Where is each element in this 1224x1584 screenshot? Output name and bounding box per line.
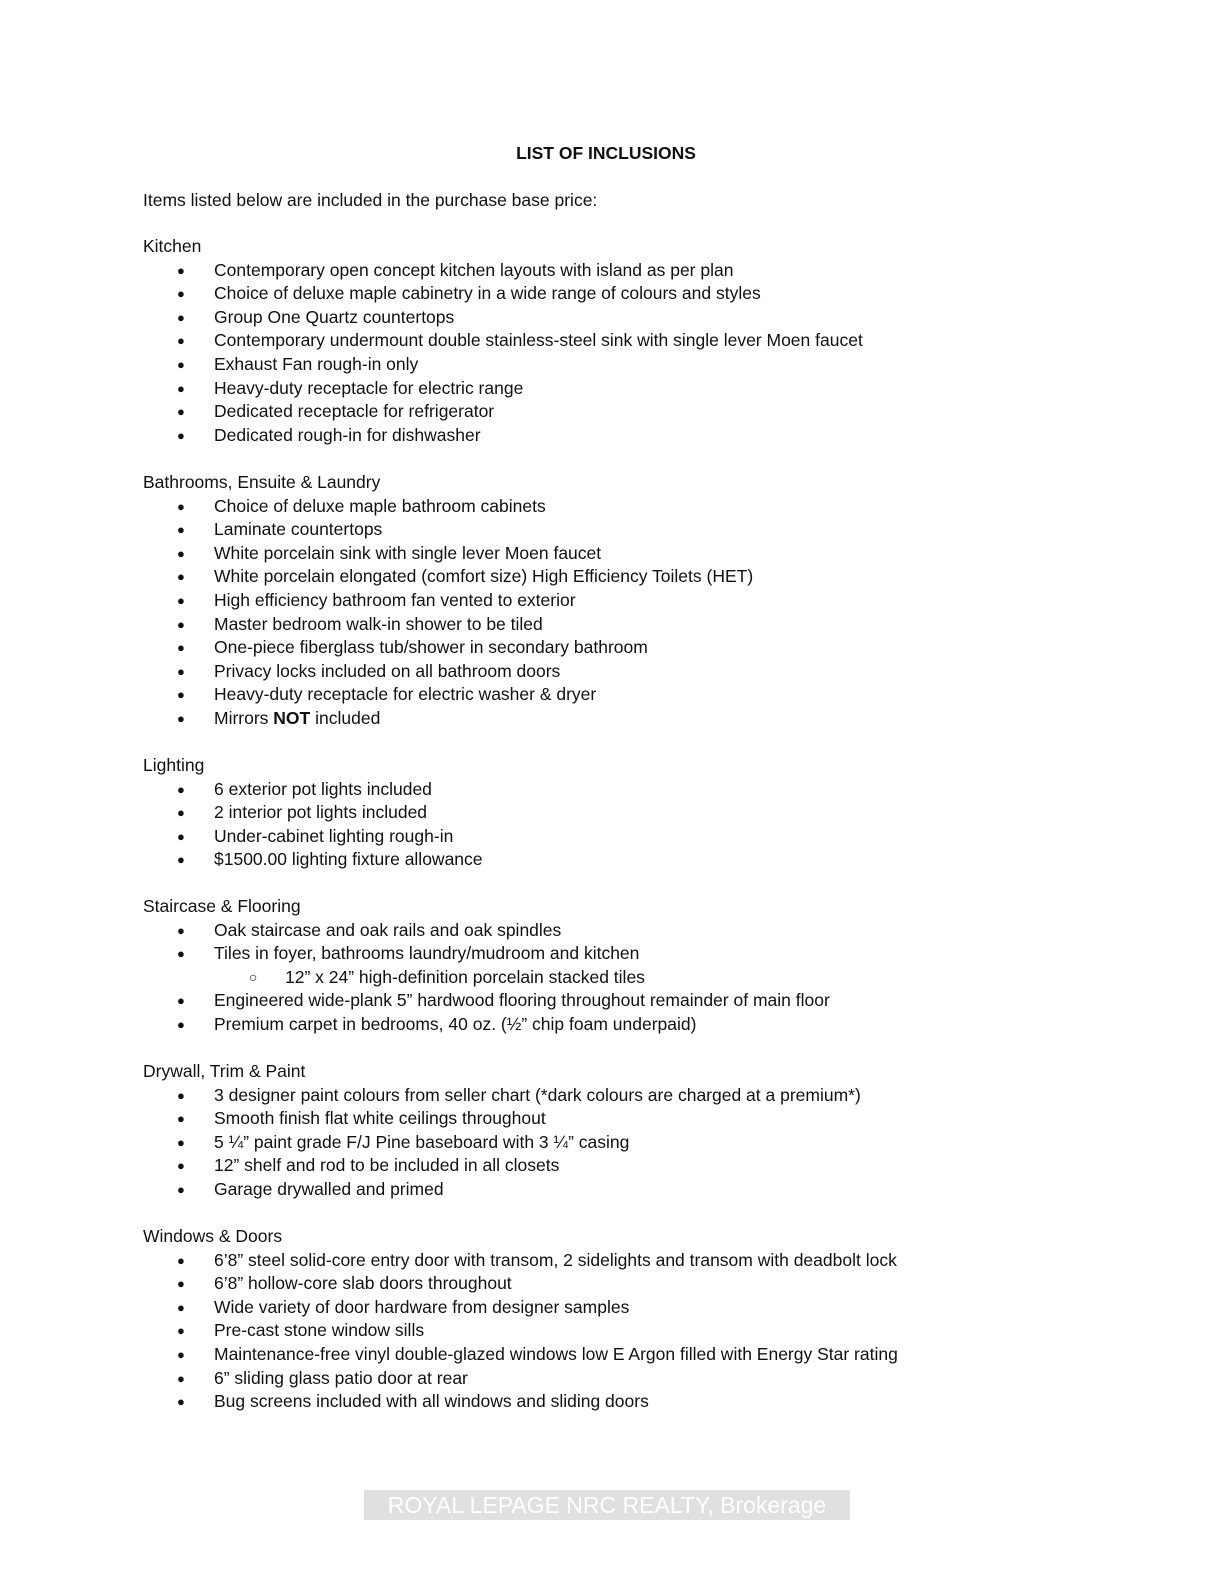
list-item: ● Choice of deluxe maple bathroom cabinets [143, 495, 1143, 519]
list-item: ● White porcelain sink with single lever Moen faucet [143, 542, 1143, 566]
section-heading: Staircase & Flooring [143, 896, 301, 916]
list-item: ● Heavy-duty receptacle for electric range [143, 377, 1143, 401]
list-item: ● Laminate countertops [143, 518, 1143, 542]
bullet-icon: ● [177, 687, 185, 703]
bullet-icon: ● [177, 946, 185, 962]
bullet-icon: ● [177, 828, 185, 844]
bullet-icon: ● [177, 1134, 185, 1150]
bullet-icon: ● [177, 1394, 185, 1410]
bullet-icon: ● [177, 569, 185, 585]
bullet-icon: ● [177, 356, 185, 372]
section-kitchen [143, 235, 1143, 447]
section-heading: Bathrooms, Ensuite & Laundry [143, 472, 381, 492]
bullet-icon: ● [177, 993, 185, 1009]
bullet-icon: ● [177, 333, 185, 349]
bullet-icon: ● [177, 781, 185, 797]
bullet-icon: ● [177, 616, 185, 632]
bullet-icon: ● [177, 262, 185, 278]
section-bathrooms [143, 471, 1143, 731]
bullet-icon: ● [177, 380, 185, 396]
list-item: ● Oak staircase and oak rails and oak spindles [143, 919, 1143, 943]
list-item: ● Under-cabinet lighting rough-in [143, 825, 1143, 849]
list-item: ● Dedicated rough-in for dishwasher [143, 424, 1143, 448]
bullet-icon: ● [177, 286, 185, 302]
list-item: ● $1500.00 lighting fixture allowance [143, 848, 1143, 872]
bullet-icon: ● [177, 1087, 185, 1103]
section-lighting [143, 754, 1143, 872]
section-windows-doors [143, 1225, 1143, 1414]
bullet-icon: ● [177, 805, 185, 821]
section-heading: Windows & Doors [143, 1226, 283, 1246]
list-item-mirrors: ● Mirrors NOT included [143, 707, 1143, 731]
list-item: ● 6” sliding glass patio door at rear [143, 1367, 1143, 1391]
bullet-icon: ● [177, 1299, 185, 1315]
list-item: ● Pre-cast stone window sills [143, 1319, 1143, 1343]
section-heading: Kitchen [143, 236, 202, 256]
list-item: ● High efficiency bathroom fan vented to exterior [143, 589, 1143, 613]
list-item: ● 12” shelf and rod to be included in all closets [143, 1154, 1143, 1178]
list-item: ● Wide variety of door hardware from designer samples [143, 1296, 1143, 1320]
bullet-icon: ● [177, 1016, 185, 1032]
list-item: ● 5 ¼” paint grade F/J Pine baseboard with 3 ¼” casing [143, 1131, 1143, 1155]
bullet-icon: ● [177, 427, 185, 443]
bullet-icon: ● [177, 1370, 185, 1386]
bullet-icon: ● [177, 1276, 185, 1292]
bullet-icon: ● [177, 640, 185, 656]
list-item: ● Bug screens included with all windows and sliding doors [143, 1390, 1143, 1414]
section-drywall-trim-paint [143, 1060, 1143, 1202]
intro-text: Items listed below are included in the purchase base price: [143, 190, 598, 210]
list-item: ● 6 exterior pot lights included [143, 778, 1143, 802]
list-item: ● Exhaust Fan rough-in only [143, 353, 1143, 377]
list-item: ● Smooth finish flat white ceilings throughout [143, 1107, 1143, 1131]
bullet-icon: ● [177, 1158, 185, 1174]
list-item: ● Maintenance-free vinyl double-glazed windows low E Argon filled with Energy Star rating [143, 1343, 1143, 1367]
section-heading: Lighting [143, 755, 205, 775]
bullet-icon: ● [177, 309, 185, 325]
list-item: ● Contemporary open concept kitchen layouts with island as per plan [143, 259, 1143, 283]
list-item: ● White porcelain elongated (comfort size) High Efficiency Toilets (HET) [143, 565, 1143, 589]
bullet-icon: ● [177, 1111, 185, 1127]
list-item: ● 3 designer paint colours from seller chart (*dark colours are charged at a premium*) [143, 1084, 1143, 1108]
bullet-icon: ● [177, 1252, 185, 1268]
bullet-icon: ● [177, 1181, 185, 1197]
section-heading: Drywall, Trim & Paint [143, 1061, 306, 1081]
list-item: ● Garage drywalled and primed [143, 1178, 1143, 1202]
bullet-icon: ● [177, 545, 185, 561]
circle-bullet-icon: ○ [249, 968, 258, 985]
list-item: ● Engineered wide-plank 5” hardwood flooring throughout remainder of main floor [143, 989, 1143, 1013]
bullet-icon: ● [177, 710, 185, 726]
list-item: ● Tiles in foyer, bathrooms laundry/mudroom and kitchen [143, 942, 1143, 966]
sub-list-item: ○ 12” x 24” high-definition porcelain stacked tiles [143, 966, 1143, 990]
bullet-icon: ● [177, 922, 185, 938]
list-item: ● 6’8” steel solid-core entry door with transom, 2 sidelights and transom with deadbolt lock [143, 1249, 1143, 1273]
list-item: ● Premium carpet in bedrooms, 40 oz. (½” chip foam underpaid) [143, 1013, 1143, 1037]
bullet-icon: ● [177, 404, 185, 420]
document-title: LIST OF INCLUSIONS [516, 143, 696, 163]
section-staircase-flooring [143, 895, 1143, 1037]
bullet-icon: ● [177, 592, 185, 608]
list-item: ● 6’8” hollow-core slab doors throughout [143, 1272, 1143, 1296]
list-item: ● Heavy-duty receptacle for electric washer & dryer [143, 683, 1143, 707]
bullet-icon: ● [177, 522, 185, 538]
list-item: ● 2 interior pot lights included [143, 801, 1143, 825]
list-item: ● Dedicated receptacle for refrigerator [143, 400, 1143, 424]
bullet-icon: ● [177, 663, 185, 679]
bullet-icon: ● [177, 1346, 185, 1362]
bullet-icon: ● [177, 1323, 185, 1339]
bullet-icon: ● [177, 852, 185, 868]
emphasis-not: NOT [273, 707, 311, 728]
list-item: ● Privacy locks included on all bathroom doors [143, 660, 1143, 684]
brokerage-watermark: ROYAL LEPAGE NRC REALTY, Brokerage [364, 1490, 850, 1520]
bullet-icon: ● [177, 498, 185, 514]
list-item: ● Choice of deluxe maple cabinetry in a wide range of colours and styles [143, 282, 1143, 306]
list-item: ● Group One Quartz countertops [143, 306, 1143, 330]
list-item: ● Master bedroom walk-in shower to be tiled [143, 613, 1143, 637]
list-item: ● One-piece fiberglass tub/shower in secondary bathroom [143, 636, 1143, 660]
list-item: ● Contemporary undermount double stainless-steel sink with single lever Moen faucet [143, 329, 1143, 353]
